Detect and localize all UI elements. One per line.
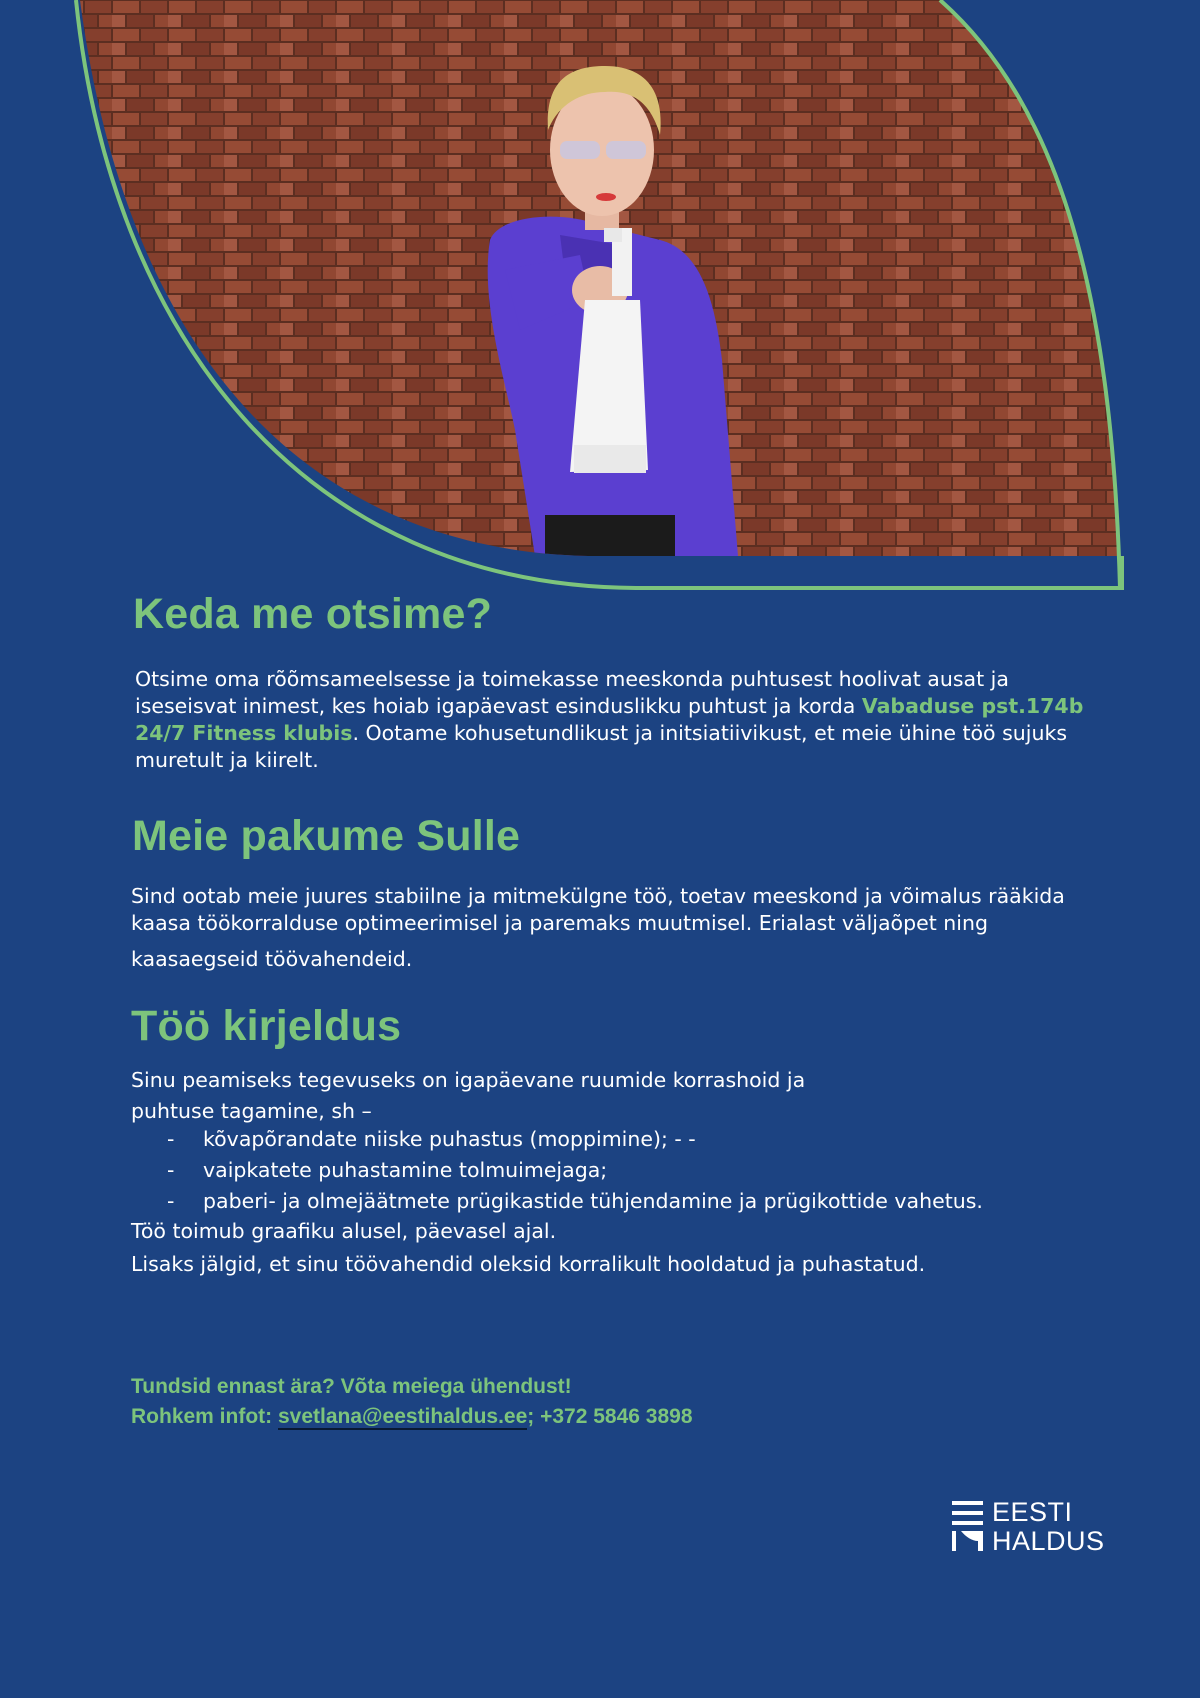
contact-prefix: Rohkem infot:: [131, 1405, 278, 1428]
duty-item: [131, 1186, 983, 1217]
section3-intro: Sinu peamiseks tegevuseks on igapäevane ruumide korrashoid ja puhtuse tagamine, sh –: [131, 1068, 806, 1123]
bullet-dash: -: [167, 1127, 175, 1151]
section1-text-end: . Ootame kohusetundlikust ja initsiatiivikust, et meie ühine töö sujuks muretult ja kiirelt.: [135, 721, 1068, 772]
section2-text: Sind ootab meie juures stabiilne ja mitmekülgne töö, toetav meeskond ja võimalus rääkida kaasa töökorralduse optimeerimisel ja paremaks muutmisel. Erialast väljaõpet ning: [131, 884, 1065, 935]
logo-line-eesti: EESTI: [992, 1497, 1073, 1527]
hero-image: [0, 0, 1200, 600]
duty-text: kõvapõrandate niiske puhastus (moppimine); - -: [203, 1127, 696, 1151]
section2-paragraph-end: kaasaegseid töövahendeid.: [131, 947, 413, 971]
duty-text: paberi- ja olmejäätmete prügikastide tühjendamine ja prügikottide vahetus.: [203, 1189, 983, 1213]
contact-phone: ; +372 5846 3898: [527, 1405, 693, 1428]
location-highlight: Vabaduse pst.174b 24/7 Fitness klubis: [135, 694, 1084, 745]
contact-block: [131, 1372, 693, 1432]
schedule-text: Töö toimub graafiku alusel, päevasel ajal.: [131, 1219, 557, 1243]
contact-call-to-action: Tundsid ennast ära? Võta meiega ühendust!: [131, 1375, 572, 1398]
bullet-dash: -: [167, 1158, 175, 1182]
heading-too-kirjeldus: Töö kirjeldus: [131, 1002, 402, 1050]
contact-email-link[interactable]: svetlana@eestihaldus.ee: [278, 1405, 528, 1428]
section1-text-start: Otsime oma rõõmsameelsesse ja toimekasse meeskonda puhtusest hoolivat ausat ja iseseisvat inimest, kes hoiab igapäevast esinduslikku puhtust ja korda: [135, 667, 1009, 718]
hero-photo-illustration: [0, 0, 1200, 600]
duty-text: vaipkatete puhastamine tolmuimejaga;: [203, 1158, 608, 1182]
logo-wordmark: [992, 1498, 1105, 1556]
section1-paragraph: [135, 666, 1095, 774]
duty-item: [131, 1124, 983, 1155]
bullet-dash: -: [167, 1189, 175, 1213]
logo-line-haldus: HALDUS: [992, 1526, 1105, 1556]
extra-text: Lisaks jälgid, et sinu töövahendid oleksid korralikult hooldatud ja puhastatud.: [131, 1252, 926, 1276]
heading-meie-pakume-sulle: Meie pakume Sulle: [132, 812, 521, 860]
duty-item: [131, 1155, 983, 1186]
duties-list: [131, 1124, 983, 1217]
heading-keda-me-otsime: Keda me otsime?: [133, 590, 493, 638]
logo-mark-icon: [952, 1501, 984, 1553]
section2-paragraph: [131, 883, 1111, 937]
eesti-haldus-logo: [952, 1498, 1122, 1558]
contact-info-line: [131, 1402, 693, 1432]
